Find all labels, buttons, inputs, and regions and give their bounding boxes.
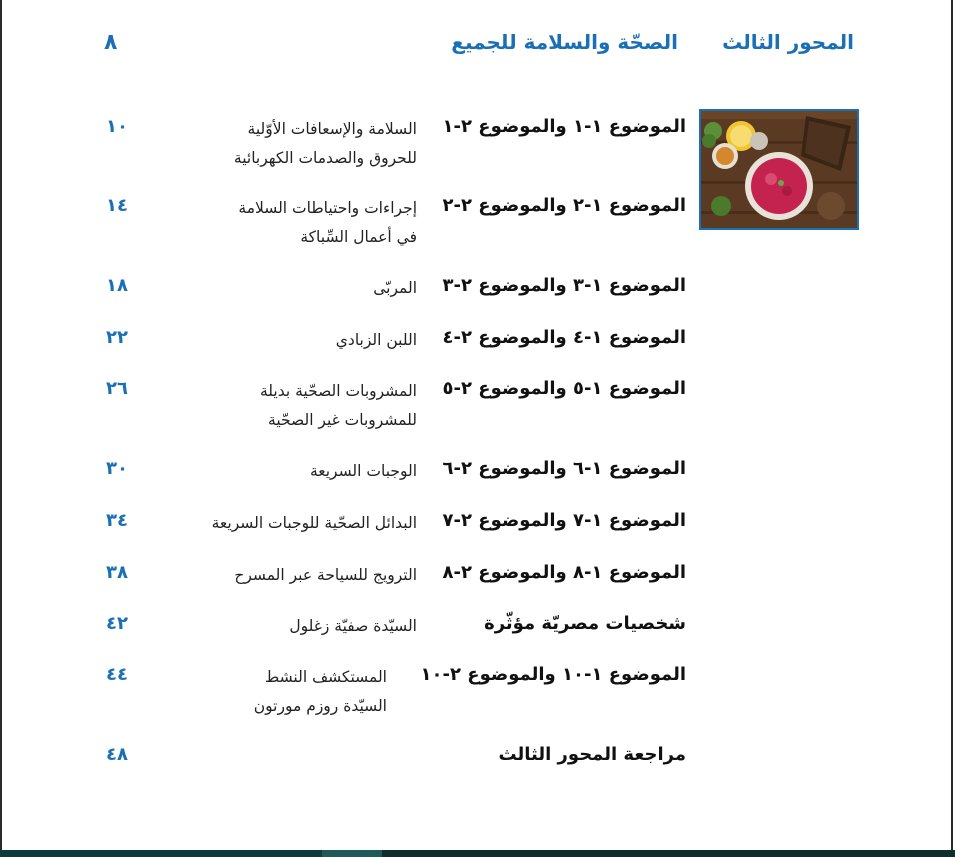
toc-row-page[interactable]: ٤٨ [106, 744, 128, 765]
toc-row-page[interactable]: ٣٠ [106, 458, 128, 479]
toc-row-page[interactable]: ١٤ [106, 195, 128, 216]
toc-row-page[interactable]: ١٠ [106, 116, 128, 137]
food-photo-image [701, 111, 857, 228]
toc-row-page[interactable]: ٢٦ [106, 378, 128, 399]
axis-title: المحور الثالث [722, 30, 854, 54]
axis-subtitle: الصحّة والسلامة للجميع [451, 30, 678, 54]
footer-bar-segment [382, 850, 955, 857]
toc-row-page[interactable]: ١٨ [106, 275, 128, 296]
axis-page-number: ٨ [104, 30, 118, 55]
footer-bar-segment [322, 850, 382, 857]
toc-row-title: المشروبات الصحّية بديلة للمشروبات غير الصحّية [259, 382, 417, 429]
toc-row-page[interactable]: ٣٨ [106, 562, 128, 583]
toc-row-label: الموضوع ١-١٠ والموضوع ٢-١٠ [420, 664, 686, 685]
toc-row-page[interactable]: ٤٤ [106, 664, 128, 685]
toc-row-title: الوجبات السريعة [309, 462, 417, 480]
toc-row-label: الموضوع ١-٣ والموضوع ٢-٣ [442, 275, 686, 296]
toc-row-title: اللبن الزبادي [335, 331, 417, 349]
toc-row-label: مراجعة المحور الثالث [498, 744, 686, 765]
toc-row-page[interactable]: ٤٢ [106, 613, 128, 634]
toc-row-page[interactable]: ٣٤ [106, 510, 128, 531]
toc-row-title: إجراءات واحتياطات السلامة في أعمال السِّباكة [238, 199, 417, 246]
toc-row-title: الترويج للسياحة عبر المسرح [234, 566, 417, 584]
toc-row-label: الموضوع ١-٥ والموضوع ٢-٥ [442, 378, 686, 399]
toc-row-label: الموضوع ١-٦ والموضوع ٢-٦ [442, 458, 686, 479]
toc-row-label: الموضوع ١-١ والموضوع ٢-١ [442, 116, 686, 137]
toc-row-title: البدائل الصحّية للوجبات السريعة [211, 514, 417, 532]
food-photo-thumbnail [699, 109, 859, 230]
toc-row-title: السلامة والإسعافات الأوّلية للحروق والصدمات الكهربائية [233, 120, 417, 167]
toc-row-title: المربّى [373, 279, 417, 297]
toc-row-label: الموضوع ١-٨ والموضوع ٢-٨ [442, 562, 686, 583]
toc-row-page[interactable]: ٢٢ [106, 327, 128, 348]
toc-row-label: الموضوع ١-٢ والموضوع ٢-٢ [442, 195, 686, 216]
toc-row-label: شخصيات مصريّة مؤثّرة [484, 613, 686, 634]
toc-row-title: المستكشف النشط السيّدة روزم مورتون [253, 668, 387, 715]
toc-row-title: السيّدة صفيّة زغلول [289, 617, 417, 635]
toc-row-label: الموضوع ١-٧ والموضوع ٢-٧ [442, 510, 686, 531]
toc-row-label: الموضوع ١-٤ والموضوع ٢-٤ [442, 327, 686, 348]
